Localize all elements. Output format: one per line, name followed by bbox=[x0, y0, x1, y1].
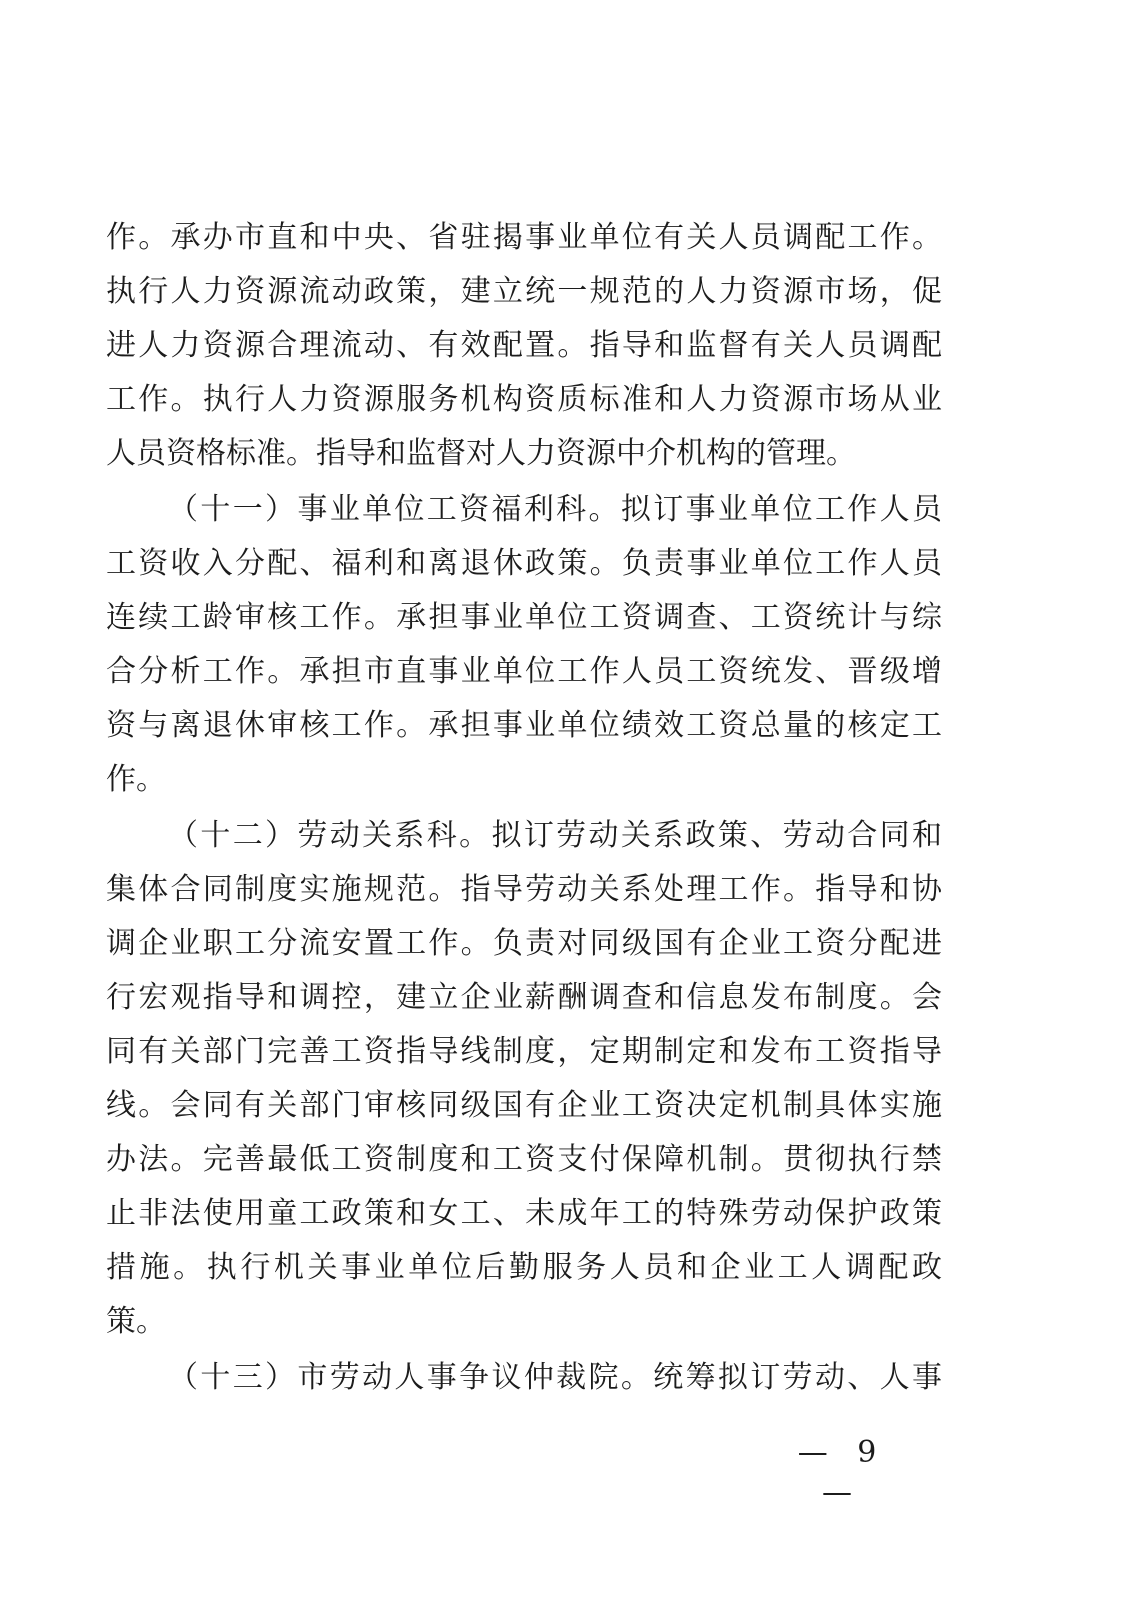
text-line: 措施。执行机关事业单位后勤服务人员和企业工人调配政 bbox=[106, 1250, 942, 1285]
text-line: 工作。执行人力资源服务机构资质标准和人力资源市场从业 bbox=[106, 382, 942, 417]
text-line: 集体合同制度实施规范。指导劳动关系处理工作。指导和协 bbox=[106, 872, 942, 907]
text-line: 合分析工作。承担市直事业单位工作人员工资统发、晋级增 bbox=[106, 654, 942, 689]
section-heading-line: （十一）事业单位工资福利科。拟订事业单位工作人员 bbox=[168, 492, 942, 527]
text-line: 人员资格标准。指导和监督对人力资源中介机构的管理。 bbox=[106, 436, 856, 471]
section-heading-line: （十二）劳动关系科。拟订劳动关系政策、劳动合同和 bbox=[168, 818, 942, 853]
text-line: 调企业职工分流安置工作。负责对同级国有企业工资分配进 bbox=[106, 926, 942, 961]
text-line: 止非法使用童工政策和女工、未成年工的特殊劳动保护政策 bbox=[106, 1196, 942, 1231]
text-line: 行宏观指导和调控，建立企业薪酬调查和信息发布制度。会 bbox=[106, 980, 942, 1015]
text-line: 资与离退休审核工作。承担事业单位绩效工资总量的核定工 bbox=[106, 708, 942, 743]
text-line: 同有关部门完善工资指导线制度，定期制定和发布工资指导 bbox=[106, 1034, 942, 1069]
text-line: 线。会同有关部门审核同级国有企业工资决定机制具体实施 bbox=[106, 1088, 942, 1123]
text-line: 工资收入分配、福利和离退休政策。负责事业单位工作人员 bbox=[106, 546, 942, 581]
text-line: 办法。完善最低工资制度和工资支付保障机制。贯彻执行禁 bbox=[106, 1142, 942, 1177]
page-number: — 9 — bbox=[797, 1435, 887, 1510]
text-line: 连续工龄审核工作。承担事业单位工资调查、工资统计与综 bbox=[106, 600, 942, 635]
text-line: 执行人力资源流动政策，建立统一规范的人力资源市场，促 bbox=[106, 274, 942, 309]
text-line: 作。承办市直和中央、省驻揭事业单位有关人员调配工作。 bbox=[106, 220, 942, 255]
text-line: 进人力资源合理流动、有效配置。指导和监督有关人员调配 bbox=[106, 328, 942, 363]
text-line: 策。 bbox=[106, 1304, 166, 1339]
section-heading-line: （十三）市劳动人事争议仲裁院。统筹拟订劳动、人事 bbox=[168, 1360, 942, 1395]
text-line: 作。 bbox=[106, 762, 166, 797]
